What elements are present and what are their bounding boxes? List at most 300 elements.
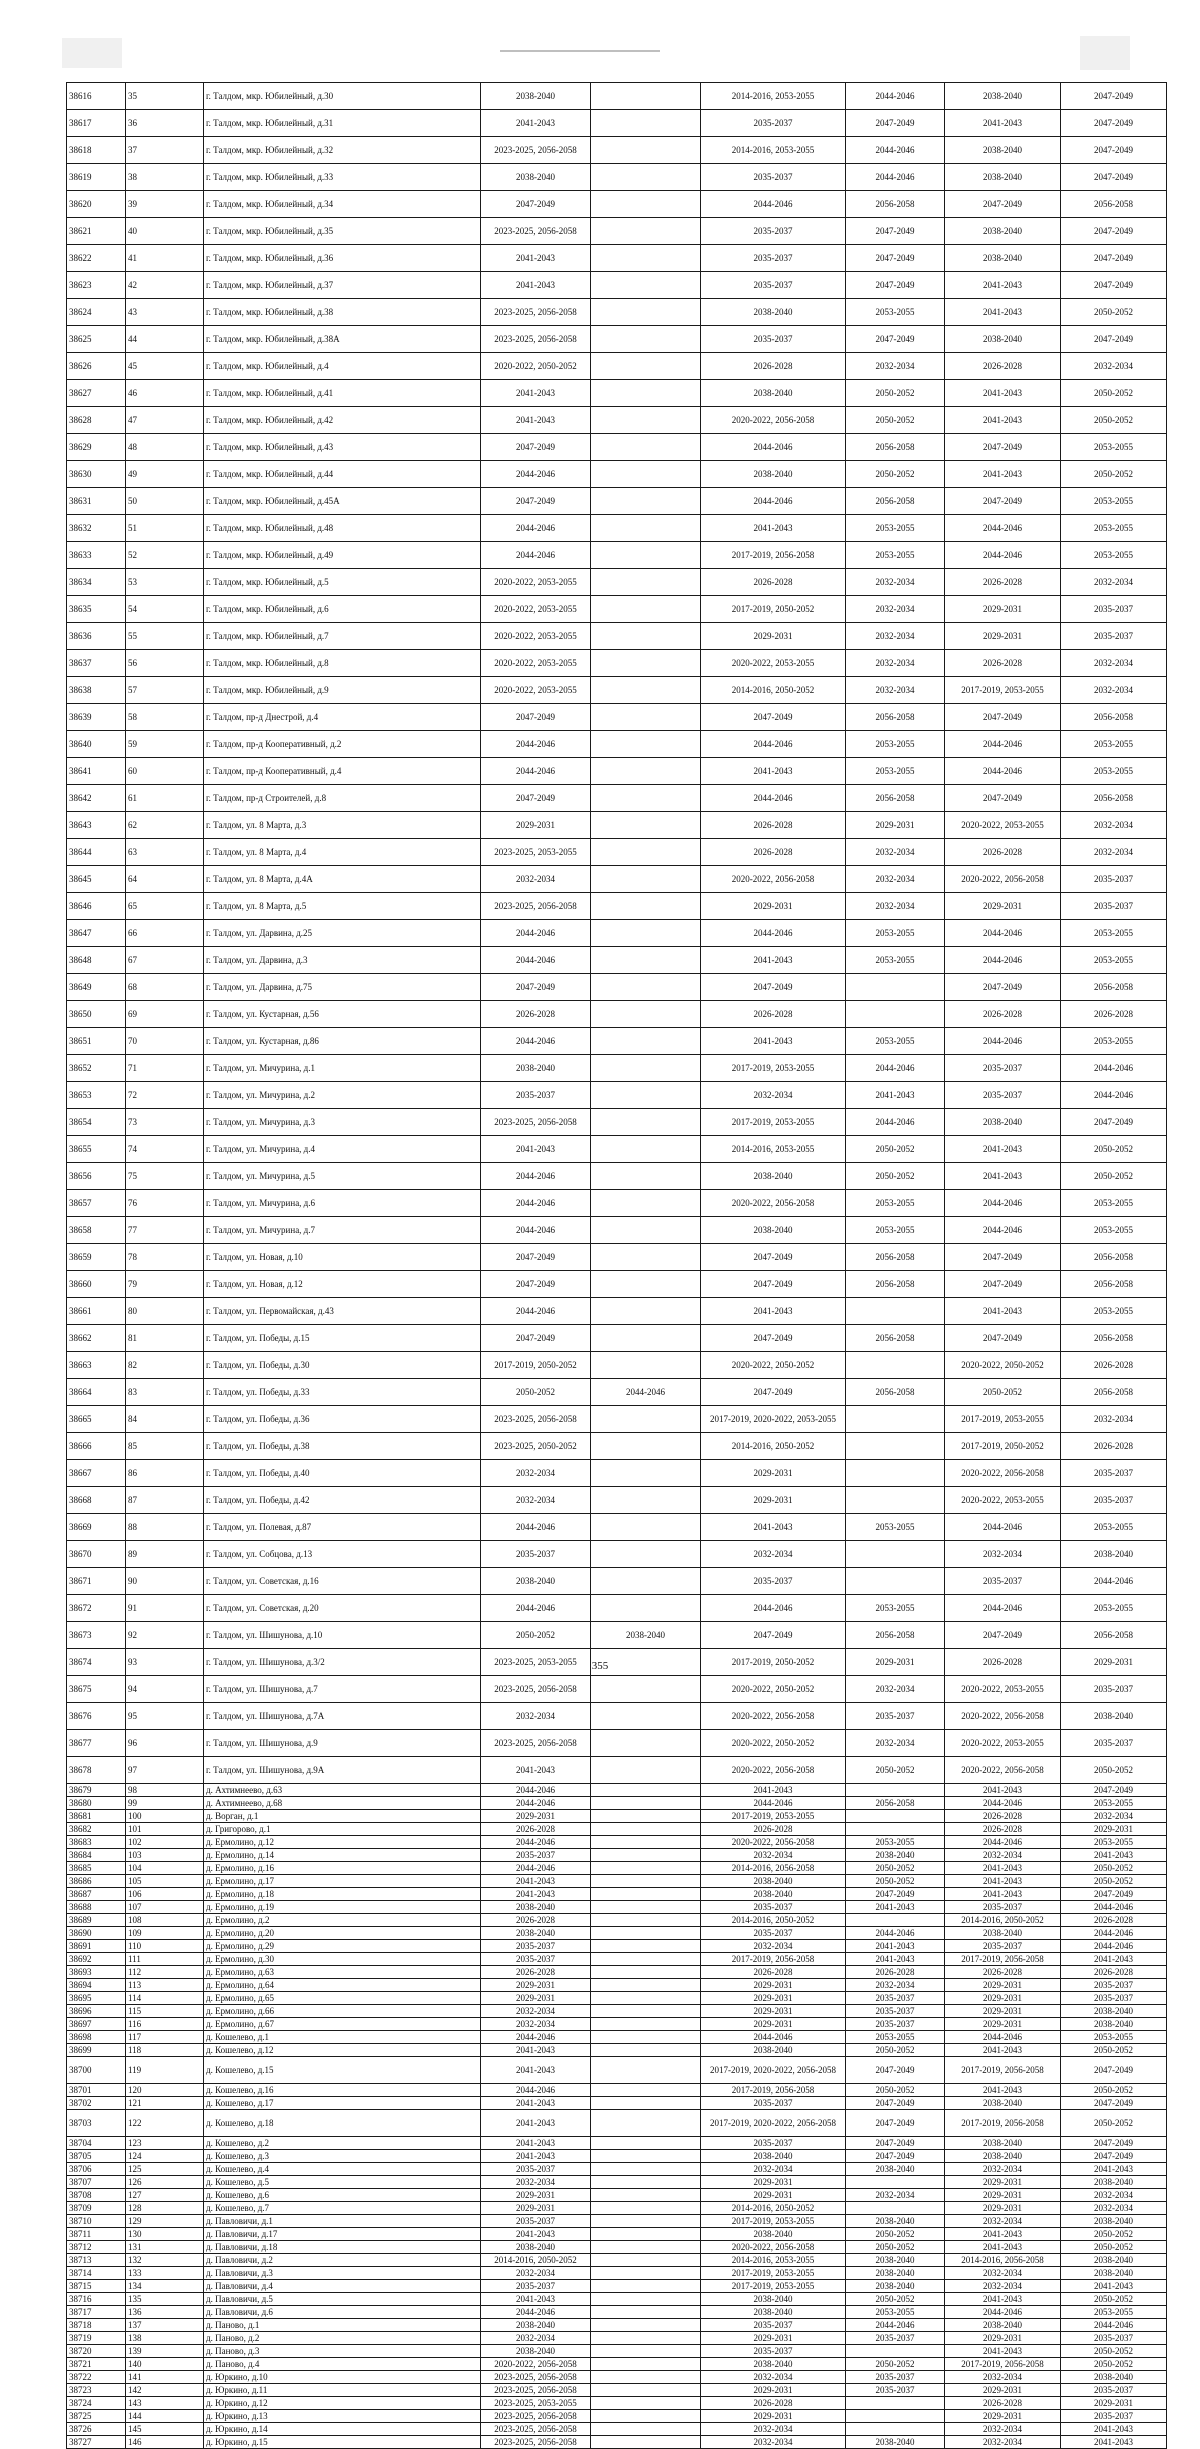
record-id-cell: 38644: [67, 839, 126, 866]
period-cell-5: 2017-2019, 2056-2058: [945, 1953, 1061, 1966]
period-cell-3: 2038-2040: [701, 2306, 846, 2319]
row-number-cell: 74: [126, 1136, 204, 1163]
record-id-cell: 38619: [67, 164, 126, 191]
period-cell-2: [591, 1136, 701, 1163]
period-cell-2: [591, 2150, 701, 2163]
period-cell-6: 2032-2034: [1061, 1406, 1167, 1433]
period-cell-5: 2047-2049: [945, 1244, 1061, 1271]
period-cell-1: 2038-2040: [481, 1568, 591, 1595]
period-cell-3: 2017-2019, 2056-2058: [701, 1953, 846, 1966]
period-cell-2: [591, 326, 701, 353]
period-cell-4: 2053-2055: [846, 299, 945, 326]
period-cell-5: 2029-2031: [945, 893, 1061, 920]
period-cell-2: [591, 2384, 701, 2397]
table-row: [67, 488, 1167, 515]
period-cell-1: 2041-2043: [481, 2057, 591, 2084]
row-number-cell: 102: [126, 1836, 204, 1849]
scan-mark-top-right: [1080, 36, 1130, 70]
period-cell-6: 2038-2040: [1061, 2005, 1167, 2018]
period-cell-2: [591, 83, 701, 110]
address-cell: г. Талдом, ул. Шишунова, д.7: [204, 1676, 481, 1703]
period-cell-4: 2032-2034: [846, 1730, 945, 1757]
record-id-cell: 38693: [67, 1966, 126, 1979]
period-cell-2: [591, 1163, 701, 1190]
table-row: [67, 758, 1167, 785]
address-cell: д. Павловичи, д.1: [204, 2215, 481, 2228]
period-cell-6: 2026-2028: [1061, 1352, 1167, 1379]
period-cell-3: 2017-2019, 2053-2055: [701, 1810, 846, 1823]
address-cell: д. Кошелево, д.1: [204, 2031, 481, 2044]
record-id-cell: 38664: [67, 1379, 126, 1406]
row-number-cell: 77: [126, 1217, 204, 1244]
period-cell-5: 2020-2022, 2056-2058: [945, 1460, 1061, 1487]
period-cell-5: 2032-2034: [945, 1541, 1061, 1568]
record-id-cell: 38683: [67, 1836, 126, 1849]
period-cell-5: 2029-2031: [945, 1992, 1061, 2005]
period-cell-2: [591, 1888, 701, 1901]
period-cell-6: 2032-2034: [1061, 2202, 1167, 2215]
period-cell-3: 2029-2031: [701, 1487, 846, 1514]
period-cell-6: 2050-2052: [1061, 1757, 1167, 1784]
period-cell-3: 2035-2037: [701, 2137, 846, 2150]
period-cell-5: 2044-2046: [945, 542, 1061, 569]
table-row: [67, 2293, 1167, 2306]
period-cell-2: [591, 1914, 701, 1927]
period-cell-2: [591, 596, 701, 623]
period-cell-1: 2047-2049: [481, 974, 591, 1001]
period-cell-2: [591, 2202, 701, 2215]
row-number-cell: 112: [126, 1966, 204, 1979]
period-cell-4: 2053-2055: [846, 542, 945, 569]
period-cell-5: 2044-2046: [945, 1217, 1061, 1244]
record-id-cell: 38627: [67, 380, 126, 407]
period-cell-2: [591, 1953, 701, 1966]
period-cell-3: 2035-2037: [701, 1901, 846, 1914]
period-cell-6: 2035-2037: [1061, 1676, 1167, 1703]
table-row: [67, 1940, 1167, 1953]
period-cell-6: 2047-2049: [1061, 2137, 1167, 2150]
period-cell-2: [591, 947, 701, 974]
period-cell-1: 2044-2046: [481, 947, 591, 974]
address-cell: г. Талдом, ул. Победы, д.15: [204, 1325, 481, 1352]
table-row: [67, 1487, 1167, 1514]
period-cell-5: 2038-2040: [945, 218, 1061, 245]
period-cell-4: 2047-2049: [846, 272, 945, 299]
period-cell-3: 2029-2031: [701, 893, 846, 920]
table-row: [67, 920, 1167, 947]
period-cell-5: 2029-2031: [945, 1979, 1061, 1992]
period-cell-1: 2044-2046: [481, 1163, 591, 1190]
row-number-cell: 35: [126, 83, 204, 110]
table-row: [67, 812, 1167, 839]
period-cell-4: 2050-2052: [846, 2228, 945, 2241]
period-cell-3: 2038-2040: [701, 1888, 846, 1901]
table-row: [67, 434, 1167, 461]
period-cell-5: 2020-2022, 2056-2058: [945, 1703, 1061, 1730]
row-number-cell: 64: [126, 866, 204, 893]
address-cell: г. Талдом, мкр. Юбилейный, д.31: [204, 110, 481, 137]
table-row: [67, 731, 1167, 758]
table-row: [67, 1028, 1167, 1055]
table-row: [67, 2254, 1167, 2267]
record-id-cell: 38725: [67, 2410, 126, 2423]
period-cell-1: 2050-2052: [481, 1379, 591, 1406]
period-cell-2: [591, 1979, 701, 1992]
address-cell: д. Паново, д.4: [204, 2358, 481, 2371]
table-row: [67, 2410, 1167, 2423]
record-id-cell: 38676: [67, 1703, 126, 1730]
period-cell-1: 2038-2040: [481, 83, 591, 110]
period-cell-1: 2020-2022, 2056-2058: [481, 2358, 591, 2371]
address-cell: г. Талдом, ул. Шишунова, д.7А: [204, 1703, 481, 1730]
period-cell-3: 2017-2019, 2056-2058: [701, 542, 846, 569]
period-cell-2: [591, 1460, 701, 1487]
period-cell-1: 2041-2043: [481, 245, 591, 272]
period-cell-5: 2017-2019, 2056-2058: [945, 2110, 1061, 2137]
record-id-cell: 38637: [67, 650, 126, 677]
period-cell-6: 2050-2052: [1061, 2293, 1167, 2306]
row-number-cell: 39: [126, 191, 204, 218]
record-id-cell: 38677: [67, 1730, 126, 1757]
period-cell-4: 2047-2049: [846, 2097, 945, 2110]
period-cell-3: 2035-2037: [701, 164, 846, 191]
period-cell-2: [591, 2345, 701, 2358]
period-cell-3: 2029-2031: [701, 2410, 846, 2423]
period-cell-4: 2056-2058: [846, 1379, 945, 1406]
record-id-cell: 38667: [67, 1460, 126, 1487]
period-cell-2: [591, 515, 701, 542]
period-cell-2: [591, 407, 701, 434]
period-cell-1: 2032-2034: [481, 2332, 591, 2345]
row-number-cell: 115: [126, 2005, 204, 2018]
period-cell-6: 2038-2040: [1061, 2267, 1167, 2280]
table-row: [67, 1901, 1167, 1914]
record-id-cell: 38719: [67, 2332, 126, 2345]
period-cell-1: 2041-2043: [481, 2293, 591, 2306]
period-cell-2: [591, 1862, 701, 1875]
period-cell-2: [591, 866, 701, 893]
address-cell: д. Кошелево, д.18: [204, 2110, 481, 2137]
period-cell-1: 2023-2025, 2056-2058: [481, 137, 591, 164]
period-cell-3: 2014-2016, 2050-2052: [701, 677, 846, 704]
period-cell-6: 2053-2055: [1061, 488, 1167, 515]
period-cell-3: 2047-2049: [701, 1379, 846, 1406]
period-cell-1: 2044-2046: [481, 1797, 591, 1810]
period-cell-4: 2053-2055: [846, 515, 945, 542]
period-cell-5: 2014-2016, 2050-2052: [945, 1914, 1061, 1927]
period-cell-4: 2032-2034: [846, 353, 945, 380]
period-cell-6: 2032-2034: [1061, 839, 1167, 866]
table-row: [67, 2084, 1167, 2097]
address-cell: д. Павловичи, д.6: [204, 2306, 481, 2319]
period-cell-4: 2032-2034: [846, 569, 945, 596]
period-cell-1: 2035-2037: [481, 2280, 591, 2293]
period-cell-1: 2029-2031: [481, 2202, 591, 2215]
period-cell-2: 2038-2040: [591, 1622, 701, 1649]
period-cell-1: 2035-2037: [481, 1940, 591, 1953]
period-cell-2: [591, 2319, 701, 2332]
period-cell-1: 2044-2046: [481, 758, 591, 785]
period-cell-4: 2047-2049: [846, 245, 945, 272]
table-row: [67, 1514, 1167, 1541]
period-cell-2: [591, 1836, 701, 1849]
period-cell-6: 2038-2040: [1061, 2176, 1167, 2189]
record-id-cell: 38624: [67, 299, 126, 326]
period-cell-5: 2032-2034: [945, 2163, 1061, 2176]
record-id-cell: 38715: [67, 2280, 126, 2293]
period-cell-5: 2032-2034: [945, 2267, 1061, 2280]
record-id-cell: 38621: [67, 218, 126, 245]
period-cell-1: 2044-2046: [481, 1836, 591, 1849]
period-cell-4: 2050-2052: [846, 461, 945, 488]
address-cell: г. Талдом, мкр. Юбилейный, д.44: [204, 461, 481, 488]
period-cell-6: 2053-2055: [1061, 1028, 1167, 1055]
period-cell-5: 2026-2028: [945, 839, 1061, 866]
period-cell-6: 2050-2052: [1061, 1875, 1167, 1888]
row-number-cell: 80: [126, 1298, 204, 1325]
period-cell-2: [591, 893, 701, 920]
period-cell-3: 2026-2028: [701, 812, 846, 839]
period-cell-4: 2056-2058: [846, 488, 945, 515]
period-cell-1: 2035-2037: [481, 1849, 591, 1862]
period-cell-6: 2035-2037: [1061, 2410, 1167, 2423]
address-cell: г. Талдом, ул. Победы, д.38: [204, 1433, 481, 1460]
record-id-cell: 38723: [67, 2384, 126, 2397]
period-cell-4: 2032-2034: [846, 839, 945, 866]
row-number-cell: 120: [126, 2084, 204, 2097]
period-cell-2: [591, 434, 701, 461]
record-id-cell: 38701: [67, 2084, 126, 2097]
period-cell-6: 2050-2052: [1061, 2084, 1167, 2097]
period-cell-6: 2056-2058: [1061, 191, 1167, 218]
table-row: [67, 623, 1167, 650]
address-cell: г. Талдом, пр-д Кооперативный, д.2: [204, 731, 481, 758]
record-id-cell: 38684: [67, 1849, 126, 1862]
period-cell-3: 2038-2040: [701, 2150, 846, 2163]
record-id-cell: 38630: [67, 461, 126, 488]
period-cell-6: 2056-2058: [1061, 1244, 1167, 1271]
row-number-cell: 52: [126, 542, 204, 569]
address-cell: д. Ермолино, д.20: [204, 1927, 481, 1940]
period-cell-4: 2032-2034: [846, 623, 945, 650]
period-cell-6: 2035-2037: [1061, 1730, 1167, 1757]
period-cell-2: [591, 1487, 701, 1514]
row-number-cell: 54: [126, 596, 204, 623]
period-cell-6: 2053-2055: [1061, 920, 1167, 947]
period-cell-4: 2056-2058: [846, 785, 945, 812]
period-cell-3: 2047-2049: [701, 974, 846, 1001]
period-cell-5: 2047-2049: [945, 974, 1061, 1001]
period-cell-2: [591, 1541, 701, 1568]
page-number: 355: [591, 1660, 609, 1672]
address-cell: г. Талдом, мкр. Юбилейный, д.42: [204, 407, 481, 434]
address-cell: д. Кошелево, д.12: [204, 2044, 481, 2057]
period-cell-3: 2035-2037: [701, 2319, 846, 2332]
period-cell-5: 2041-2043: [945, 2044, 1061, 2057]
row-number-cell: 131: [126, 2241, 204, 2254]
period-cell-6: 2038-2040: [1061, 2371, 1167, 2384]
table-row: [67, 2306, 1167, 2319]
record-id-cell: 38716: [67, 2293, 126, 2306]
period-cell-3: 2032-2034: [701, 1849, 846, 1862]
period-cell-4: 2056-2058: [846, 1271, 945, 1298]
period-cell-1: 2023-2025, 2053-2055: [481, 1649, 591, 1676]
period-cell-6: 2050-2052: [1061, 461, 1167, 488]
period-cell-6: 2053-2055: [1061, 434, 1167, 461]
period-cell-3: 2032-2034: [701, 2371, 846, 2384]
period-cell-2: [591, 2423, 701, 2436]
period-cell-4: 2047-2049: [846, 110, 945, 137]
period-cell-4: [846, 974, 945, 1001]
period-cell-6: 2041-2043: [1061, 2436, 1167, 2449]
record-id-cell: 38647: [67, 920, 126, 947]
period-cell-6: 2053-2055: [1061, 758, 1167, 785]
table-row: [67, 1298, 1167, 1325]
period-cell-3: 2014-2016, 2056-2058: [701, 1862, 846, 1875]
period-cell-1: 2044-2046: [481, 1784, 591, 1797]
period-cell-1: 2044-2046: [481, 1028, 591, 1055]
row-number-cell: 90: [126, 1568, 204, 1595]
row-number-cell: 49: [126, 461, 204, 488]
period-cell-6: 2047-2049: [1061, 326, 1167, 353]
period-cell-3: 2032-2034: [701, 2436, 846, 2449]
table-row: [67, 1888, 1167, 1901]
period-cell-1: 2047-2049: [481, 785, 591, 812]
record-id-cell: 38724: [67, 2397, 126, 2410]
period-cell-1: 2023-2025, 2056-2058: [481, 2436, 591, 2449]
record-id-cell: 38625: [67, 326, 126, 353]
period-cell-5: 2041-2043: [945, 1298, 1061, 1325]
period-cell-3: 2029-2031: [701, 2332, 846, 2345]
period-cell-4: [846, 1810, 945, 1823]
row-number-cell: 89: [126, 1541, 204, 1568]
period-cell-1: 2047-2049: [481, 191, 591, 218]
row-number-cell: 103: [126, 1849, 204, 1862]
table-row: [67, 1325, 1167, 1352]
row-number-cell: 129: [126, 2215, 204, 2228]
period-cell-1: 2035-2037: [481, 2163, 591, 2176]
period-cell-3: 2035-2037: [701, 2097, 846, 2110]
period-cell-2: [591, 1001, 701, 1028]
row-number-cell: 92: [126, 1622, 204, 1649]
period-cell-4: 2044-2046: [846, 2319, 945, 2332]
table-row: [67, 2241, 1167, 2254]
period-cell-5: 2020-2022, 2056-2058: [945, 866, 1061, 893]
record-id-cell: 38632: [67, 515, 126, 542]
address-cell: г. Талдом, мкр. Юбилейный, д.34: [204, 191, 481, 218]
table-row: [67, 353, 1167, 380]
address-cell: д. Ермолино, д.64: [204, 1979, 481, 1992]
address-cell: г. Талдом, мкр. Юбилейный, д.5: [204, 569, 481, 596]
table-row: [67, 218, 1167, 245]
row-number-cell: 45: [126, 353, 204, 380]
period-cell-6: 2038-2040: [1061, 2254, 1167, 2267]
period-cell-6: 2047-2049: [1061, 245, 1167, 272]
period-cell-5: 2038-2040: [945, 83, 1061, 110]
table-row: [67, 2097, 1167, 2110]
table-row: [67, 2057, 1167, 2084]
record-id-cell: 38620: [67, 191, 126, 218]
period-cell-1: 2032-2034: [481, 866, 591, 893]
table-row: [67, 1352, 1167, 1379]
row-number-cell: 63: [126, 839, 204, 866]
period-cell-2: [591, 1568, 701, 1595]
period-cell-5: 2041-2043: [945, 1784, 1061, 1797]
record-id-cell: 38622: [67, 245, 126, 272]
table-row: [67, 1784, 1167, 1797]
address-cell: д. Ермолино, д.30: [204, 1953, 481, 1966]
period-cell-4: 2035-2037: [846, 1992, 945, 2005]
address-cell: д. Павловичи, д.3: [204, 2267, 481, 2280]
period-cell-1: 2020-2022, 2050-2052: [481, 353, 591, 380]
record-id-cell: 38636: [67, 623, 126, 650]
row-number-cell: 130: [126, 2228, 204, 2241]
record-id-cell: 38628: [67, 407, 126, 434]
period-cell-3: 2029-2031: [701, 2189, 846, 2202]
period-cell-5: 2041-2043: [945, 2228, 1061, 2241]
period-cell-6: 2026-2028: [1061, 1433, 1167, 1460]
period-cell-1: 2047-2049: [481, 1325, 591, 1352]
period-cell-2: [591, 218, 701, 245]
table-row: [67, 1703, 1167, 1730]
table-row: [67, 839, 1167, 866]
period-cell-6: 2056-2058: [1061, 974, 1167, 1001]
period-cell-3: 2014-2016, 2053-2055: [701, 83, 846, 110]
period-cell-4: 2044-2046: [846, 137, 945, 164]
period-cell-4: 2044-2046: [846, 1055, 945, 1082]
period-cell-2: [591, 1966, 701, 1979]
period-cell-6: 2047-2049: [1061, 1888, 1167, 1901]
period-cell-3: 2035-2037: [701, 1568, 846, 1595]
record-id-cell: 38669: [67, 1514, 126, 1541]
period-cell-1: 2047-2049: [481, 1244, 591, 1271]
period-cell-3: 2044-2046: [701, 731, 846, 758]
period-cell-3: 2026-2028: [701, 1966, 846, 1979]
address-cell: г. Талдом, ул. 8 Марта, д.4: [204, 839, 481, 866]
period-cell-5: 2041-2043: [945, 1875, 1061, 1888]
period-cell-2: [591, 1217, 701, 1244]
row-number-cell: 108: [126, 1914, 204, 1927]
period-cell-6: 2053-2055: [1061, 1217, 1167, 1244]
address-cell: г. Талдом, ул. Победы, д.33: [204, 1379, 481, 1406]
table-row: [67, 2176, 1167, 2189]
period-cell-6: 2032-2034: [1061, 677, 1167, 704]
period-cell-6: 2041-2043: [1061, 2163, 1167, 2176]
period-cell-5: 2050-2052: [945, 1379, 1061, 1406]
period-cell-6: 2038-2040: [1061, 2215, 1167, 2228]
period-cell-5: 2044-2046: [945, 947, 1061, 974]
period-cell-4: 2038-2040: [846, 2436, 945, 2449]
record-id-cell: 38652: [67, 1055, 126, 1082]
period-cell-6: 2053-2055: [1061, 1298, 1167, 1325]
period-cell-5: 2014-2016, 2056-2058: [945, 2254, 1061, 2267]
period-cell-6: 2038-2040: [1061, 1703, 1167, 1730]
period-cell-1: 2032-2034: [481, 2005, 591, 2018]
period-cell-1: 2050-2052: [481, 1622, 591, 1649]
period-cell-5: 2020-2022, 2050-2052: [945, 1352, 1061, 1379]
period-cell-3: 2044-2046: [701, 1797, 846, 1810]
period-cell-4: 2053-2055: [846, 1217, 945, 1244]
period-cell-5: 2041-2043: [945, 110, 1061, 137]
row-number-cell: 95: [126, 1703, 204, 1730]
period-cell-5: 2017-2019, 2056-2058: [945, 2358, 1061, 2371]
address-cell: д. Юркино, д.13: [204, 2410, 481, 2423]
period-cell-3: 2020-2022, 2056-2058: [701, 1757, 846, 1784]
row-number-cell: 111: [126, 1953, 204, 1966]
period-cell-1: 2041-2043: [481, 1136, 591, 1163]
period-cell-4: 2050-2052: [846, 1163, 945, 1190]
period-cell-5: 2044-2046: [945, 1836, 1061, 1849]
